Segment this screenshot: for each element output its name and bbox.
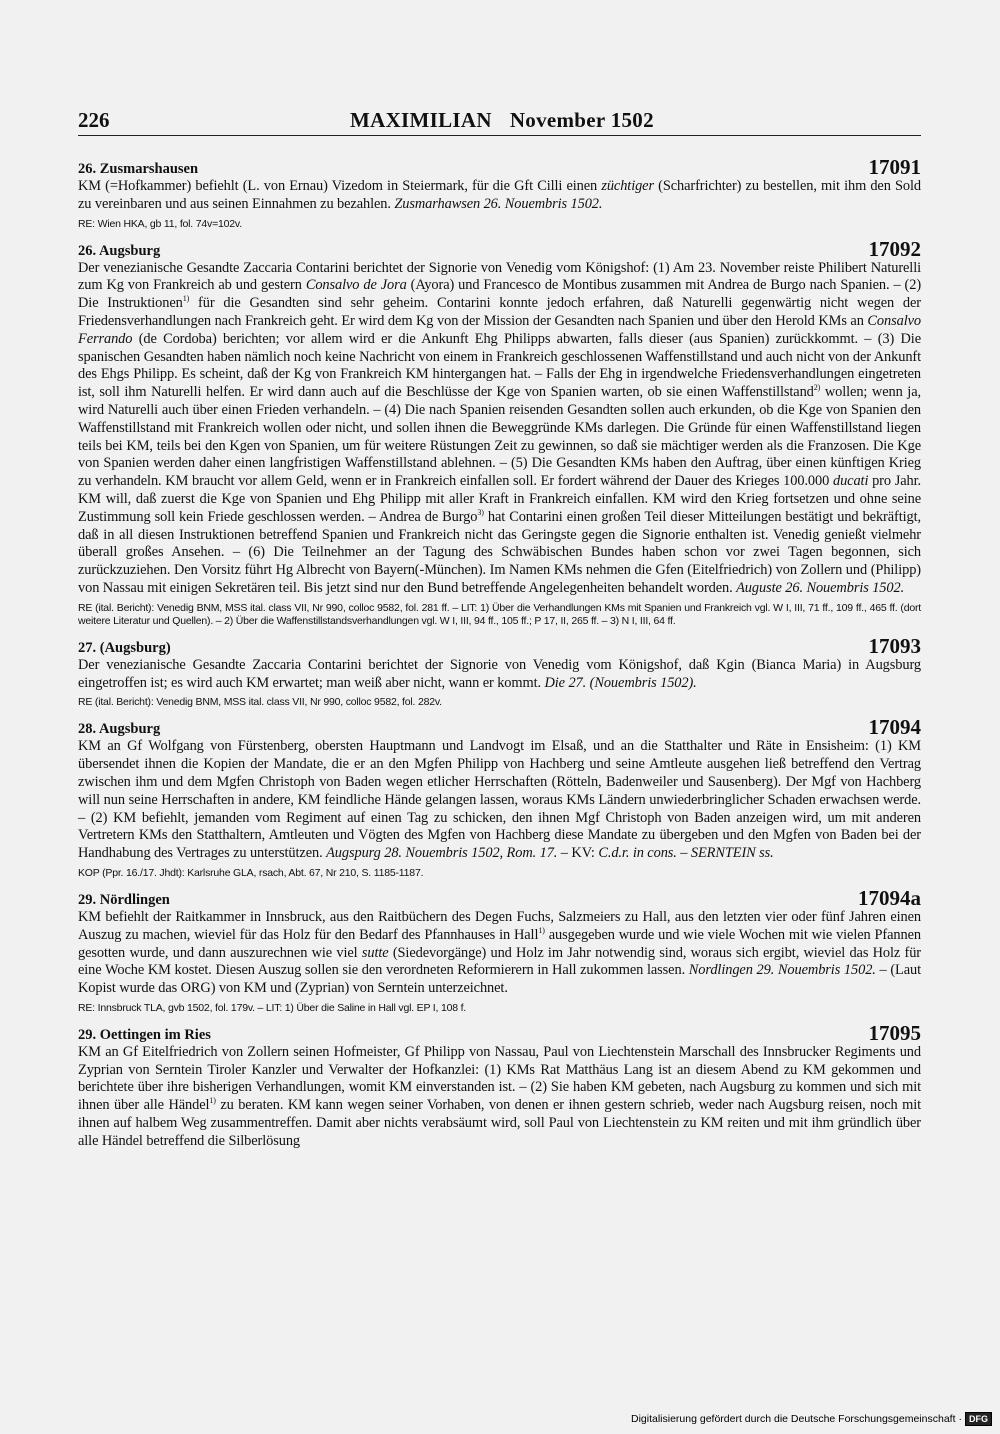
- entry-number: 17095: [868, 1020, 921, 1045]
- running-title-date: November 1502: [509, 108, 654, 132]
- entry-place: 26. Augsburg: [78, 242, 161, 259]
- entry-17095: [78, 1022, 921, 1151]
- page-number: 226: [78, 108, 110, 132]
- entry-heading: [78, 635, 921, 657]
- entry-17094a: [78, 887, 921, 1015]
- entry-number: 17094a: [858, 885, 921, 910]
- entry-text: Der venezianische Gesandte Zaccaria Contarini berichtet der Signorie von Venedig vom Königshof, daß Kgin (Bianca Maria) in Augsburg eingetroffen ist; es wird auch KM erwartet; man weiß aber nicht, wann er kommt. Die 27. (Nouembris 1502).: [78, 656, 921, 691]
- entry-source: RE (ital. Bericht): Venedig BNM, MSS ital. class VII, Nr 990, colloc 9582, fol. 281 ff. – LIT: 1) Über die Verhandlungen KMs mit Spanien und Frankreich vgl. W I, III, 71 ff., 109 ff., 465 ff. (dort weitere Literatur und Quellen). – 2) Über die Waffenstillstandsverhandlungen vgl. W I, III, 94 ff., 105 ff.; P 17, II, 265 ff. – 3) N I, III, 64 ff.: [78, 601, 921, 627]
- entry-17094: [78, 716, 921, 880]
- entry-17091: [78, 156, 921, 231]
- entry-number: 17094: [868, 715, 921, 740]
- entry-source: RE: Innsbruck TLA, gvb 1502, fol. 179v. – LIT: 1) Über die Saline in Hall vgl. EP I, 108 f.: [78, 1001, 467, 1014]
- entry-place: 26. Zusmarshausen: [78, 161, 199, 177]
- footer-separator: ·: [958, 1413, 962, 1425]
- entry-source: RE (ital. Bericht): Venedig BNM, MSS ital. class VII, Nr 990, colloc 9582, fol. 282v.: [78, 696, 442, 709]
- entry-place: 28. Augsburg: [78, 721, 161, 738]
- entry-number: 17093: [868, 633, 921, 658]
- entry-heading: [78, 156, 921, 178]
- entry-heading: [78, 716, 921, 738]
- entry-heading: [78, 238, 921, 260]
- entry-text: KM befiehlt der Raitkammer in Innsbruck, aus den Raitbüchern des Degen Fuchs, Salzmeiers zu Hall, aus den letzten vier oder fünf Jahren einen Auszug zu machen, wieviel für das Holz für den Bedarf des Pfannhauses in Hall$^{1)}$ ausgegeben wurde und wie viele Wochen mit wie vielen Pfannen gesotten wurde, und dann auszurechnen wie viel sutte (Siedevorgänge) und Holz im Jahr notwendig sind, woraus sich ergibt, wieviel das Holz für eine Woche KM kostet. Diesen Auszug sollen sie den verordneten Reformierern in Hall zukommen lassen. Nordlingen 29. Nouembris 1502. – (Laut Kopist wurde das ORG) von KM und (Zyprian) von Serntein unterzeichnet.: [78, 908, 921, 997]
- entry-text: KM (=Hofkammer) befiehlt (L. von Ernau) Vizedom in Steiermark, für die Gft Cilli einen züchtiger (Scharfrichter) zu bestellen, mit ihm den Sold zu vereinbaren und aus seinen Einnahmen zu bezahlen. Zusmarhawsen 26. Nouembris 1502.: [78, 178, 921, 212]
- entry-place: 29. Oettingen im Ries: [78, 1026, 211, 1043]
- running-title: [350, 108, 654, 133]
- dfg-logo: DFG: [965, 1412, 992, 1426]
- entries: [78, 156, 921, 1158]
- header-rule: [78, 135, 921, 136]
- entry-text: KM an Gf Wolfgang von Fürstenberg, obersten Hauptmann und Landvogt im Elsaß, und an die Statthalter und Räte in Ensisheim: (1) KM übersendet ihnen die Kopien der Mandate, die er an den Mgfen Philipp von Hachberg und seine Amtleute ausgehen ließ betreffend den Vertrag zwischen ihm und dem Mgfen Christoph von Baden wegen etlicher Herrschaften (Rötteln, Badenweiler und Sausenberg). Der Mgf von Hachberg will nun seine Herrschaften in andere, KM feindliche Hände gelangen lassen, woraus KMs Ländern unwiederbringlicher Schaden erwachsen werde. – (2) KM befiehlt, jemanden vom Regiment auf einen Tag zu schicken, den ihnen Mgf Christoph von Baden anzeigen wird, um mit anderen Vertretern KMs den Statthaltern, Amtleuten und Vögten des Mgfen von Hachberg diese Mandate zu übergeben und den Mgfen von Baden bei der Handhabung des Vertrages zu unterstützen. Augspurg 28. Nouembris 1502, Rom. 17. – KV: C.d.r. in cons. – SERNTEIN ss.: [78, 738, 921, 862]
- entry-heading: [78, 887, 921, 909]
- page-header: [78, 108, 918, 138]
- entry-place: 29. Nördlingen: [78, 891, 170, 908]
- entry-number: 17092: [868, 236, 921, 261]
- funding-footer: [631, 1412, 992, 1426]
- entry-heading: [78, 1022, 921, 1044]
- entry-source: KOP (Ppr. 16./17. Jhdt): Karlsruhe GLA, rsach, Abt. 67, Nr 210, S. 1185-1187.: [78, 866, 424, 879]
- funding-text: Digitalisierung gefördert durch die Deutsche Forschungsgemeinschaft: [630, 1413, 956, 1425]
- entry-text: Der venezianische Gesandte Zaccaria Contarini berichtet der Signorie von Venedig vom Königshof: (1) Am 23. November reiste Philibert Naturelli zum Kg von Frankreich ab und gestern Consalvo de Jora (Ayora) und Francesco de Montibus zusammen mit Andrea de Burgo nach Spanien. – (2) Die Instruktionen$^{1)}$ für die Gesandten sind sehr geheim. Contarini konnte jedoch erfahren, daß Naturelli gegenwärtig nicht wegen der Friedensverhandlungen nach Frankreich geht. Er wird dem Kg von der Mission der Gesandten nach Spanien und über den Herold KMs an Consalvo Ferrando (de Cordoba) berichten; vor allem wird er die Ankunft Ehg Philipps abwarten, falls dieser (aus Spanien) zurückkommt. – (3) Die spanischen Gesandten haben nämlich noch keine Nachricht von einem in Frankreich geschlossenen Waffenstillstand und auch nicht von der Ankunft des Ehgs Philipp. Es scheint, daß der Kg von Frankreich KM hintergangen hat. – Falls der Ehg in irgendwelche Friedensverhandlungen eingetreten ist, soll ihm Naturelli helfen. Er wird dann auch auf die Beschlüsse der Kge von Spanien warten, ob sie einen Waffenstillstand$^{2)}$ wollen; wenn ja, wird Naturelli auch über einen Frieden verhandeln. – (4) Die nach Spanien reisenden Gesandten sollen auch erkunden, ob die Kge von Spanien den Waffenstillstand mit Frankreich wollen oder nicht, und sollen ihnen die Beweggründe KMs darlegen. Die Gründe für einen Waffenstillstand liegen teils bei KM, teils bei den Kgen von Spanien, um für weitere Rüstungen Zeit zu gewinnen, so daß sie mächtiger werden als die Franzosen. Die Kge von Spanien werden daher einen langfristigen Waffenstillstand ablehnen. – (5) Die Gesandten KMs haben den Auftrag, über einen künftigen Krieg zu verhandeln. KM braucht vor allem Geld, wenn er in Frankreich einfallen soll. Er fordert während der Dauer des Krieges 100.000 ducati pro Jahr. KM will, daß zuerst die Kge von Spanien und Ehg Philipp mit aller Kraft in Frankreich einfallen. KM wird den Krieg fortsetzen und ohne seine Zustimmung soll kein Friede geschlossen werden. – Andrea de Burgo$^{3)}$ hat Contarini einen großen Teil dieser Mitteilungen bestätigt und bekräftigt, daß in all diesen Instruktionen betreffend Spanien und Frankreich nicht das Geringste gegen die Signorie enthalten ist. Venedig genießt vielmehr überall großes Ansehen. – (6) Die Teilnehmer an der Tagung des Schwäbischen Bundes haben schon vor zwei Tagen begonnen, sich zurückzuziehen. Den Vorsitz führt Hg Albrecht von Bayern(-München). Im Namen KMs nehmen die Gfen (Eitelfriedrich) von Zollern und (Philipp) von Nassau mit einigen Sekretären teil. Bis jetzt sind nur den Bund betreffende Angelegenheiten behandelt worden. Auguste 26. Nouembris 1502.: [78, 259, 922, 596]
- entry-17093: [78, 635, 921, 710]
- entry-17092: [78, 238, 921, 628]
- entry-text: KM an Gf Eitelfriedrich von Zollern seinen Hofmeister, Gf Philipp von Nassau, Paul von Liechtenstein Marschall des Innsbrucker Regiments und Zyprian von Serntein Tiroler Kanzler und Verwalter der Hofkanzlei: (1) KMs Rat Matthäus Lang ist an diesem Abend zu KM gekommen und berichtete über ihre bisherigen Verhandlungen, womit KM einverstanden ist. – (2) Sie haben KM gebeten, nach Augsburg zu kommen und sich mit ihnen über alle Händel$^{1)}$ zu beraten. KM kann wegen seiner Vorhaben, von denen er ihnen gestern schrieb, weder nach Augsburg reisen, noch mit ihnen auf halbem Weg zusammentreffen. Damit aber nichts verabsäumt wird, soll Paul von Liechtenstein zu KM reiten und mit ihm gründlich über alle Händel betreffend die Silberlösung: [78, 1043, 921, 1149]
- running-title-name: MAXIMILIAN: [350, 108, 492, 132]
- entry-place: 27. (Augsburg): [78, 639, 171, 656]
- entry-number: 17091: [868, 155, 921, 179]
- entry-source: RE: Wien HKA, gb 11, fol. 74v=102v.: [78, 217, 242, 230]
